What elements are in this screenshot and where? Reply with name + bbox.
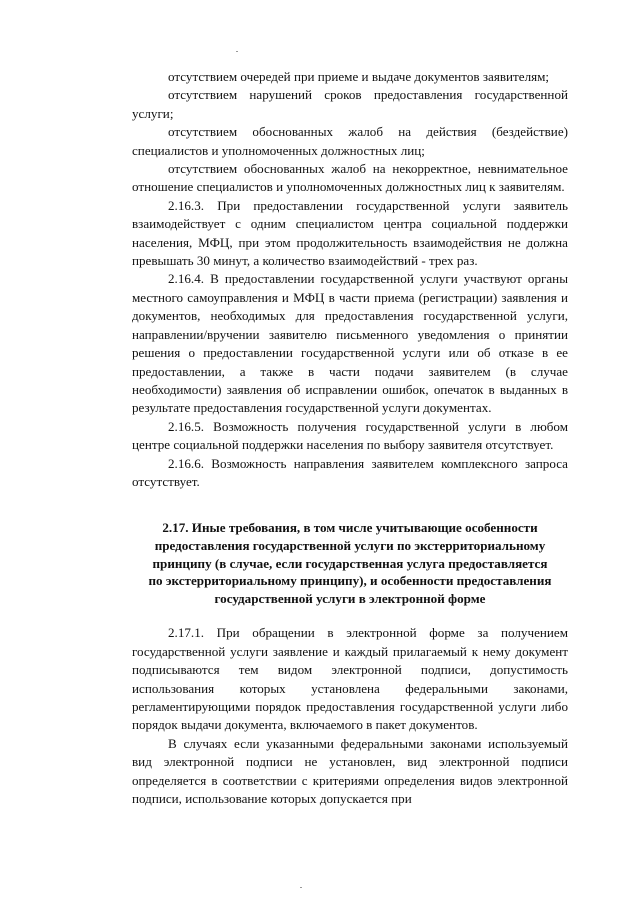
scan-mark-top — [236, 51, 238, 52]
heading-line: предоставления государственной услуги по экстерриториальному — [154, 537, 546, 553]
paragraph-signature-type: В случаях если указанными федеральными законами используемый вид электронной подписи не установлен, вид электронной подписи определяется в соответствии с критериями определения видов электронной подписи, использование которых допускается при — [132, 735, 568, 806]
paragraph-no-complaints-attitude: отсутствием обоснованных жалоб на некорректное, невнимательное отношение специалистов и уполномоченных должностных лиц к заявителям. — [132, 161, 568, 195]
paragraph-2-16-5: 2.16.5. Возможность получения государственной услуги в любом центре социальной поддержки населения по выбору заявителя отсутствует. — [132, 418, 568, 453]
paragraph-no-queues: отсутствием очередей при приеме и выдаче документов заявителям; — [168, 69, 550, 84]
heading-line: принципу (в случае, если государственная услуга предоставляется — [152, 555, 548, 571]
paragraph-no-complaints-actions: отсутствием обоснованных жалоб на действия (бездействие) специалистов и уполномоченных должностных лиц; — [132, 124, 568, 158]
heading-line: 2.17. Иные требования, в том числе учитывающие особенности — [162, 520, 538, 536]
paragraph-no-deadline-violations: отсутствием нарушений сроков предоставления государственной услуги; — [132, 87, 568, 121]
scan-mark-bottom — [300, 887, 302, 888]
section-2-17-heading — [132, 519, 568, 607]
paragraph-2-16-6: 2.16.6. Возможность направления заявителем комплексного запроса отсутствует. — [132, 455, 568, 489]
heading-line: по экстерриториальному принципу), и особенности предоставления — [148, 573, 552, 589]
paragraph-2-16-3: 2.16.3. При предоставлении государственной услуги заявитель взаимодействует с одним специалистом центра социальной поддержки населения, МФЦ, при этом продолжительность взаимодействия не должна превышать 30 минут, а количество взаимодействий - трех раз. — [132, 197, 568, 269]
document-page — [132, 68, 568, 808]
paragraph-2-17-1: 2.17.1. При обращении в электронной форме за получением государственной услуги заявление и каждый прилагаемый к нему документ подписываются тем видом электронной подписи, допустимость использования которых установлена федеральными законами, регламентирующими порядок предоставления государственной услуги либо порядок выдачи документа, включаемого в пакет документов. — [132, 625, 568, 733]
section-2-16-body — [132, 68, 568, 491]
paragraph-2-16-4: 2.16.4. В предоставлении государственной услуги участвуют органы местного самоуправления и МФЦ в части приема (регистрации) заявления и документов, необходимых для предоставления государственной услуги, направлении/вручении заявителю письменного уведомления о принятии решения о предоставлении государственной услуги или об отказе в ее предоставлении, а также в части подачи заявителем (в случае необходимости) заявления об исправлении ошибок, опечаток в выданных в результате предоставления государственной услуги документах. — [132, 271, 568, 416]
section-2-17-body — [132, 624, 568, 808]
heading-line: государственной услуги в электронной форме — [214, 590, 486, 606]
